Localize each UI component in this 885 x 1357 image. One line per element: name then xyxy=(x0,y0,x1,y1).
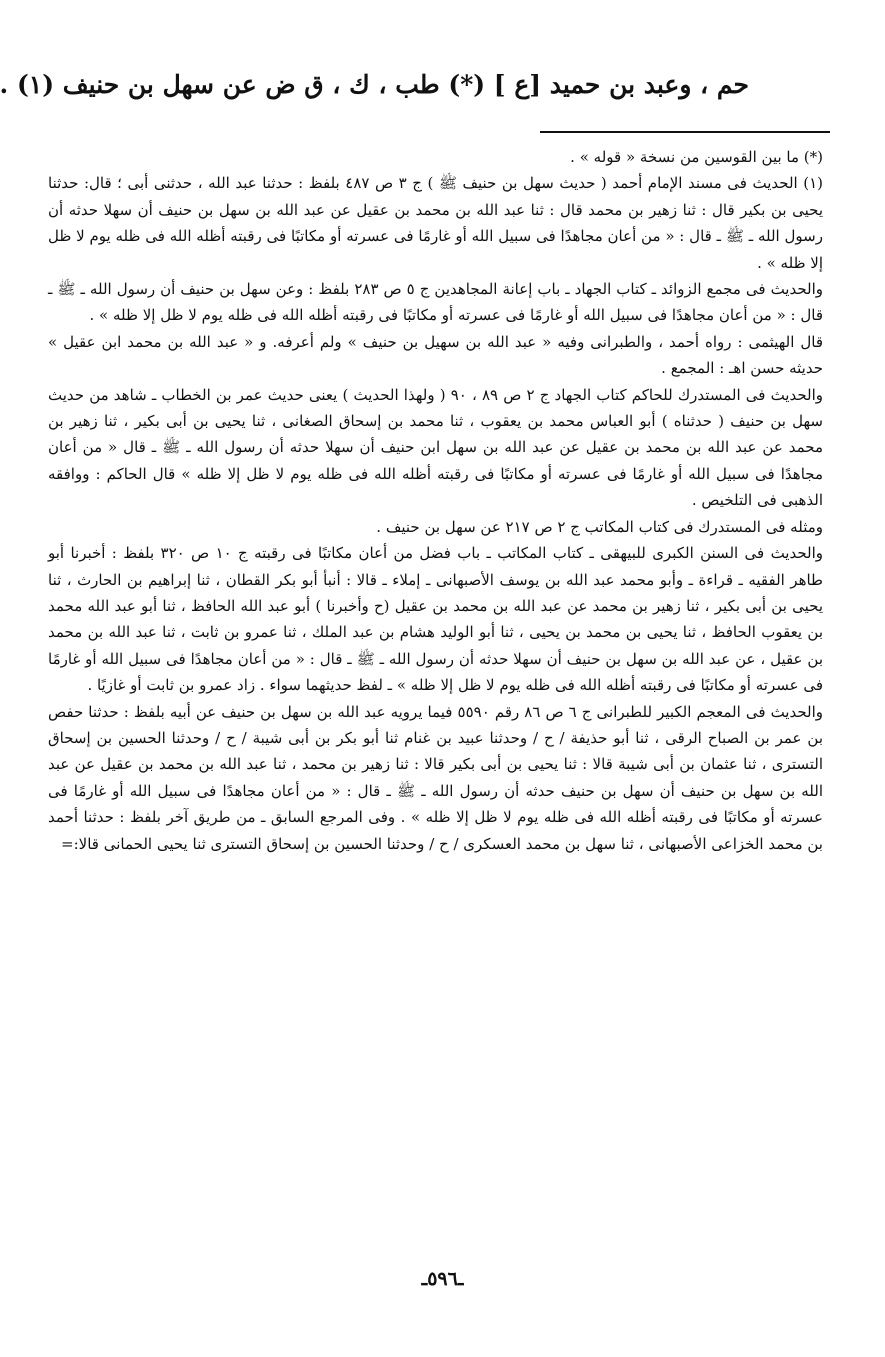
footnote-1-musnad-ahmad: (١) الحديث فى مسند الإمام أحمد ( حديث سهل بن حنيف ﷺ ) ج ٣ ص ٤٨٧ بلفظ : حدثنا عبد الله ، حدثنى أبى ؛ قال: حدثنا يحيى بن بكير قال : ثنا زهير بن محمد قال : ثنا عبد الله بن محمد بن عقيل عن عبد الله بن سهل بن حنيف أن سهلا حدثه أن رسول الله ـ ﷺ ـ قال : « من أعان مجاهدًا فى سبيل الله أو غارمًا فى عسرته أو مكاتبًا فى رقبته أظله الله فى ظله يوم لا ظل إلا ظله » . xyxy=(48,174,823,272)
footnote-sunan-bayhaqi: والحديث فى السنن الكبرى للبيهقى ـ كتاب المكاتب ـ باب فضل من أعان مكاتبًا فى رقبته ج ١٠ ص ٣٢٠ بلفظ : أخبرنا أبو طاهر الفقيه ـ قراءة ـ وأبو محمد عبد الله بن يوسف الأصبهانى ـ إملاء ـ قالا : أنبأ أبو بكر القطان ، ثنا إبراهيم بن الحارث ، ثنا يحيى بن أبى بكير ، ثنا زهير بن محمد عن عبد الله بن محمد بن عقيل (ح وأخبرنا ) أبو عبد الله الحافظ ، ثنا أبو عبد الله محمد بن يعقوب الحافظ ، ثنا يحيى بن محمد بن يحيى ، ثنا أبو الوليد هشام بن عبد الملك ، ثنا عمرو بن ثابت ، ثنا عبد الله بن محمد بن عقيل ، عن عبد الله بن سهل بن حنيف أن سهلا حدثه أن رسول الله ـ ﷺ ـ قال : « من أعان مجاهدًا فى سبيل الله أو غارمًا فى عسرته أو مكاتبًا فى رقبته أظله الله فى ظله يوم لا ظل إلا ظله » ـ لفظ حديثهما سواء . زاد عمرو بن ثابت أو غازيًا . xyxy=(48,544,824,695)
footnote-majma-zawaid: والحديث فى مجمع الزوائد ـ كتاب الجهاد ـ باب إعانة المجاهدين ج ٥ ص ٢٨٣ بلفظ : وعن سهل بن حنيف أن رسول الله ـ ﷺ ـ قال : « من أعان مجاهدًا فى سبيل الله أو غارمًا فى عسرته أو مكاتبًا فى رقبته أظله الله فى ظله يوم لا ظل إلا ظله » . xyxy=(48,280,824,325)
main-hadith-line: حم ، وعبد بن حميد [ع ] (*) طب ، ك ، ق ض عن سهل بن حنيف (١) . xyxy=(0,70,749,99)
footnote-mustadrak-jihad: والحديث فى المستدرك للحاكم كتاب الجهاد ج ٢ ص ٨٩ ، ٩٠ ( ولهذا الحديث ) يعنى حديث عمر بن الخطاب ـ شاهد من حديث سهل بن حنيف ( حدثناه ) أبو العباس محمد بن يعقوب ، ثنا محمد بن إسحاق الصغانى ، ثنا يحيى بن أبى بكير ، ثنا زهير بن محمد عن عبد الله بن محمد بن عقيل عن عبد الله بن سهل ابن حنيف أن سهلا حدثه أن رسول الله ـ ﷺ ـ قال « من أعان مجاهدًا فى سبيل الله أو غارمًا فى عسرته أو مكاتبًا فى رقبته أظله الله فى ظله يوم لا ظل إلا ظله » قال الحاكم : ووافقه الذهبى فى التلخيص . xyxy=(48,385,824,510)
page-number: ـ٥٩٦ـ xyxy=(421,1268,464,1290)
footnote-haythami-comment: قال الهيثمى : رواه أحمد ، والطبرانى وفيه « عبد الله بن سهيل بن حنيف » ولم أعرفه. و « عبد الله بن محمد ابن عقيل » حديثه حسن اهـ : المجمع . xyxy=(48,332,823,378)
footnote-mustadrak-mukatab: ومثله فى المستدرك فى كتاب المكاتب ج ٢ ص ٢١٧ عن سهل بن حنيف . xyxy=(376,517,823,536)
footnote-separator-rule xyxy=(540,131,830,133)
footnote-mujam-tabarani: والحديث فى المعجم الكبير للطبرانى ج ٦ ص ٨٦ رقم ٥٥٩٠ فيما يرويه عبد الله بن سهل بن حنيف عن أبيه بلفظ : حدثنا حفص بن عمر بن الصباح الرقى ، ثنا أبو حذيفة / ح / وحدثنا عبيد بن غنام ثنا أبو بكر بن أبى شيبة / ح / وحدثنا الحسين بن إسحاق التسترى ، ثنا عثمان بن أبى شيبة قالا : ثنا يحيى بن أبى بكير قالا : ثنا زهير بن محمد ، ثنا عبد الله بن محمد بن عقيل عن عبد الله بن سهل بن حنيف أن سهل بن حنيف حدثه أن رسول الله ـ ﷺ ـ قال : « من أعان مجاهدًا فى سبيل الله أو غارمًا فى عسرته أو مكاتبًا فى رقبته أظله الله فى ظله يوم لا ظل إلا ظله » . وفى المرجع السابق ـ من طريق آخر بلفظ : حدثنا أحمد بن محمد الخزاعى الأصبهانى ، ثنا سهل بن محمد العسكرى / ح / وحدثنا الحسين بن إسحاق التسترى ثنا يحيى الحمانى قالا:= xyxy=(48,702,824,853)
footnote-asterisk: (*) ما بين القوسين من نسخة « قوله » . xyxy=(570,148,823,166)
footnotes-block xyxy=(48,144,823,857)
